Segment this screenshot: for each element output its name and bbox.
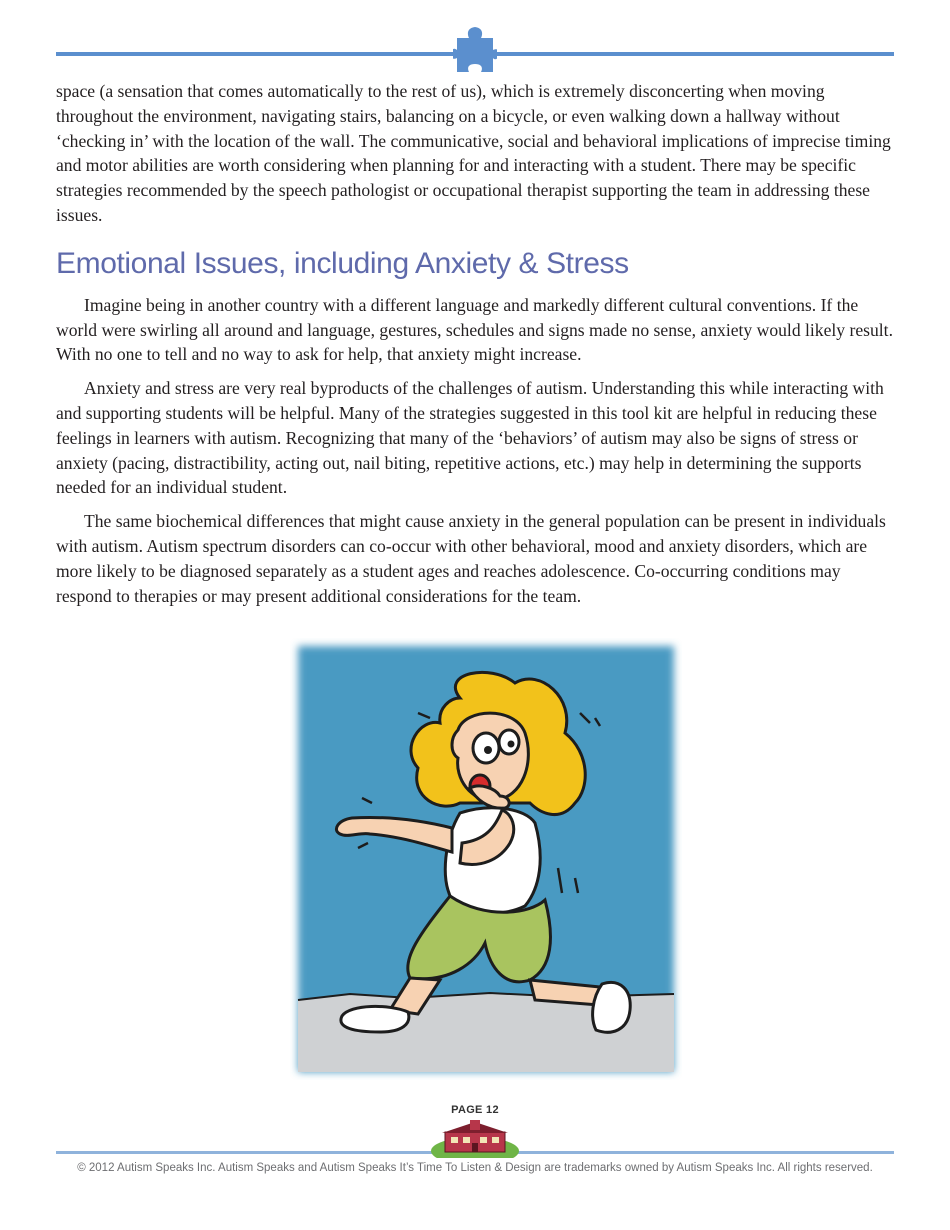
paragraph-1: Imagine being in another country with a different language and markedly different cultural conventions. If the world were swirling all around and language, gestures, schedules and signs made no sense, anxiety would likely result. With no one to tell and no way to ask for help, that anxiety might increase. bbox=[56, 294, 893, 365]
copyright-notice: © 2012 Autism Speaks Inc. Autism Speaks and Autism Speaks It’s Time To Listen & Design are trademarks owned by Autism Speaks Inc. All rights reserved. bbox=[77, 1162, 873, 1174]
anxious-girl-illustration bbox=[290, 638, 682, 1080]
school-house-icon bbox=[430, 1118, 520, 1158]
page-number: PAGE 12 bbox=[451, 1104, 499, 1116]
paragraph-3: The same biochemical differences that might cause anxiety in the general population can be present in individuals with autism. Autism spectrum disorders can co-occur with other behavioral, mood and anxiety disorders, which are more likely to be diagnosed separately as a student ages and reaches adolescence. Co-occurring conditions may respond to therapies or may present additional considerations for the team. bbox=[56, 511, 886, 606]
puzzle-piece-icon bbox=[453, 26, 497, 76]
paragraph-2: Anxiety and stress are very real byproducts of the challenges of autism. Understanding this while interacting with and supporting students will be helpful. Many of the strategies suggested in this tool kit are helpful in reducing these feelings in learners with autism. Recognizing that many of the ‘behaviors’ of autism may also be signs of stress or anxiety (pacing, distractibility, acting out, nail biting, repetitive actions, etc.) may help in determining the supports needed for an individual student. bbox=[56, 378, 884, 498]
section-heading: Emotional Issues, including Anxiety & Stress bbox=[56, 246, 629, 280]
paragraph-continued: space (a sensation that comes automatically to the rest of us), which is extremely disconcerting when moving throughout the environment, navigating stairs, balancing on a bicycle, or even walking down a hallway without ‘checking in’ with the location of the wall. The communicative, social and behavioral implications of imprecise timing and motor abilities are worth considering when planning for and interacting with a student. There may be specific strategies recommended by the speech pathologist or occupational therapist supporting the team in addressing these issues. bbox=[56, 81, 891, 225]
page-content bbox=[56, 79, 894, 617]
